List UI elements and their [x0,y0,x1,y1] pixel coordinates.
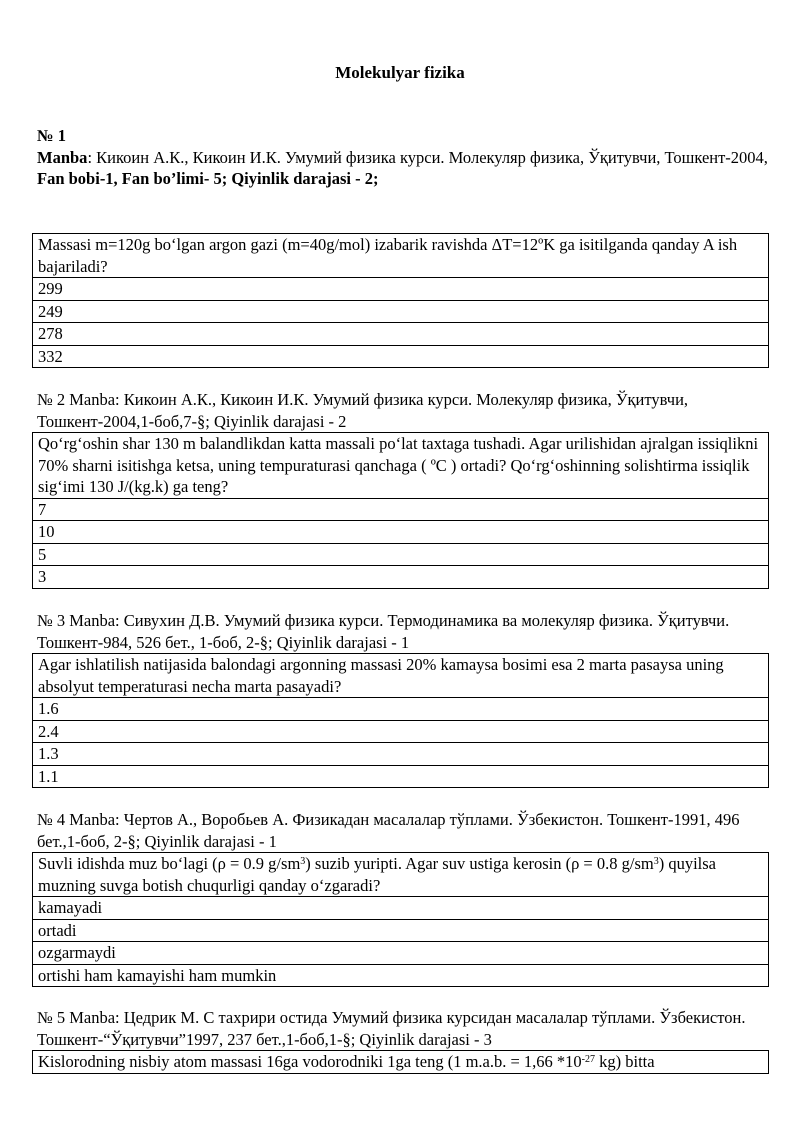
answer-option: 3 [33,566,769,589]
question-text: Massasi m=120g bo‘lgan argon gazi (m=40g/mol) izabarik ravishda ΔT=12ºK ga isitilganda qanday A ish bajariladi? [33,234,769,278]
question-1-meta: Fan bobi-1, Fan bo’limi- 5; Qiyinlik darajasi - 2; [37,169,379,188]
question-text: Qo‘rg‘oshin shar 130 m balandlikdan katta massali po‘lat taxtaga tushadi. Agar urilishidan ajralgan issiqlikni 70% sharni isitishga ketsa, uning tempuraturasi qanchaga ( ºC ) ortadi? Qo‘rg‘oshinning solishtirma issiqlik sig‘imi 130 J/(kg.k) ga teng? [33,433,769,499]
question-5-header: № 5 Manba: Цедрик М. С тахрири остида Умумий физика курсидан масалалар тўплами. Ўзбекистон. Тошкент-“Ўқитувчи”1997, 237 бет.,1-боб,1-§; Qiyinlik darajasi - 3 [37,1008,746,1049]
question-2-header: № 2 Manba: Кикоин А.К., Кикоин И.К. Умумий физика курси. Молекуляр физика, Ўқитувчи, Тошкент-2004,1-боб,7-§; Qiyinlik darajasi - 2 [37,390,689,431]
question-1-header [37,125,777,190]
answer-option: 5 [33,543,769,566]
answer-option: 299 [33,278,769,301]
question-1-number: № 1 [37,126,66,145]
answer-option: ozgarmaydi [33,942,769,965]
answer-option: 1.6 [33,698,769,721]
answer-option: 278 [33,323,769,346]
answer-option: 332 [33,345,769,368]
answer-option: kamayadi [33,897,769,920]
question-1-source: : Кикоин А.К., Кикоин И.К. Умумий физика курси. Молекуляр физика, Ўқитувчи, Тошкент-2004, [87,147,768,167]
question-4-table [32,852,769,987]
answer-option: 1.3 [33,743,769,766]
page-title: Molekulyar fizika [335,63,465,82]
question-text: Agar ishlatilish natijasida balondagi argonning massasi 20% kamaysa bosimi esa 2 marta pasaysa uning absolyut temperaturasi necha marta pasayadi? [33,654,769,698]
answer-option: 10 [33,521,769,544]
source-label: Manba [37,147,88,167]
answer-option: ortadi [33,919,769,942]
question-5-table [32,1050,769,1074]
question-3-table [32,653,769,788]
question-text: Suvli idishda muz bo‘lagi (ρ = 0.9 $g/sm^3$) suzib yuripti. Agar suv ustiga kerosin (ρ = 0.8 $g/sm^3$) quyilsa muzning suvga botish chuqurligi qanday o‘zgaradi? [33,853,769,897]
question-2-table [32,432,769,589]
answer-option: 7 [33,498,769,521]
question-1-table [32,233,769,368]
answer-option: 1.1 [33,765,769,788]
answer-option: 249 [33,300,769,323]
question-text: Kislorodning nisbiy atom massasi 16ga vodorodniki 1ga teng (1 m.a.b. = 1,66 $*10^{-27}$ kg) bitta [33,1051,769,1074]
answer-option: 2.4 [33,720,769,743]
answer-option: ortishi ham kamayishi ham mumkin [33,964,769,987]
question-4-header: № 4 Manba: Чертов А., Воробьев А. Физикадан масалалар тўплами. Ўзбекистон. Тошкент-1991, 496 бет.,1-боб, 2-§; Qiyinlik darajasi - 1 [37,810,740,851]
question-3-header: № 3 Manba: Сивухин Д.В. Умумий физика курси. Термодинамика ва молекуляр физика. Ўқитувчи. Тошкент-984, 526 бет., 1-боб, 2-§; Qiyinlik darajasi - 1 [37,611,730,652]
